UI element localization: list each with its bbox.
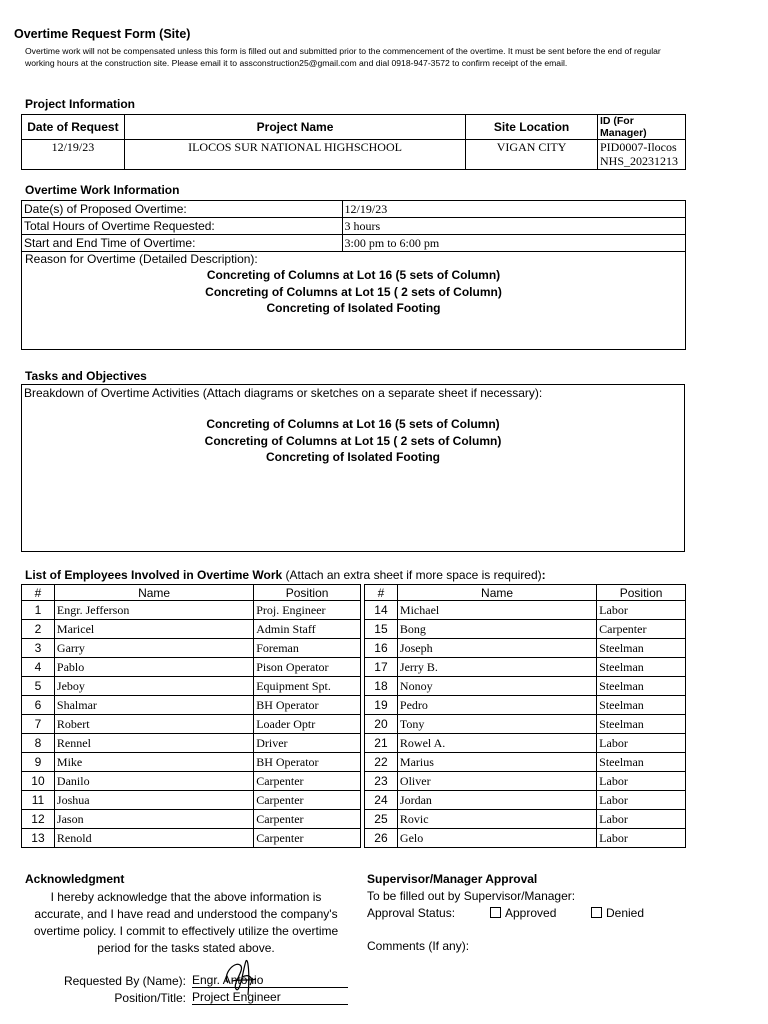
employee-position: Labor (597, 601, 686, 620)
employee-name: Rowel A. (397, 734, 596, 753)
table-row (365, 658, 686, 677)
employee-number: 17 (365, 658, 398, 677)
employee-name: Jerry B. (397, 658, 596, 677)
employee-number: 1 (22, 601, 55, 620)
employee-name: Renold (54, 829, 253, 848)
employee-position: Labor (597, 810, 686, 829)
employee-name: Jason (54, 810, 253, 829)
table-row (22, 696, 361, 715)
acknowledgment-heading: Acknowledgment (25, 872, 125, 886)
tasks-box (21, 384, 685, 552)
employee-position: Steelman (597, 715, 686, 734)
employee-number: 15 (365, 620, 398, 639)
employee-name: Robert (54, 715, 253, 734)
table-row (22, 677, 361, 696)
project-id-value (597, 140, 685, 170)
employee-number: 7 (22, 715, 55, 734)
table-row (365, 734, 686, 753)
date-of-request-value: 12/19/23 (22, 140, 125, 170)
overtime-info-table (21, 200, 686, 252)
table-row (365, 772, 686, 791)
reason-label: Reason for Overtime (Detailed Description): (25, 252, 258, 266)
employee-name: Garry (54, 639, 253, 658)
table-row (22, 734, 361, 753)
table-row (22, 772, 361, 791)
reason-line-3: Concreting of Isolated Footing (266, 301, 441, 315)
employee-number: 24 (365, 791, 398, 810)
employee-number: 5 (22, 677, 55, 696)
employee-position: Steelman (597, 677, 686, 696)
employee-number: 13 (22, 829, 55, 848)
employee-name: Joseph (397, 639, 596, 658)
denied-checkbox[interactable] (591, 907, 602, 918)
employee-name: Joshua (54, 791, 253, 810)
table-row (365, 829, 686, 848)
project-info-table (21, 114, 686, 170)
project-id-line1: PID0007-Ilocos (599, 140, 677, 154)
approval-status-label: Approval Status: (367, 906, 456, 920)
employee-position: BH Operator (254, 696, 361, 715)
employee-number: 23 (365, 772, 398, 791)
employee-number: 19 (365, 696, 398, 715)
employees-heading-note: (Attach an extra sheet if more space is required) (282, 568, 542, 582)
table-row (22, 791, 361, 810)
employee-name: Nonoy (397, 677, 596, 696)
table-row (365, 639, 686, 658)
employee-position: Proj. Engineer (254, 601, 361, 620)
overtime-time-value: 3:00 pm to 6:00 pm (342, 235, 685, 252)
employee-name: Jordan (397, 791, 596, 810)
employee-position: BH Operator (254, 753, 361, 772)
employee-position: Foreman (254, 639, 361, 658)
employee-position: Steelman (597, 753, 686, 772)
header-site-location: Site Location (466, 115, 598, 140)
employee-number: 10 (22, 772, 55, 791)
employee-name: Tony (397, 715, 596, 734)
employee-number: 4 (22, 658, 55, 677)
col-header-name: Name (54, 585, 253, 601)
employees-heading (25, 568, 546, 582)
employee-name: Shalmar (54, 696, 253, 715)
table-row (365, 601, 686, 620)
col-header-name: Name (397, 585, 596, 601)
employee-position: Equipment Spt. (254, 677, 361, 696)
site-location-value: VIGAN CITY (466, 140, 598, 170)
employee-number: 21 (365, 734, 398, 753)
employee-position: Carpenter (254, 791, 361, 810)
position-title-label: Position/Title: (114, 991, 186, 1005)
header-date-of-request: Date of Request (22, 115, 125, 140)
reason-box (21, 251, 686, 350)
employee-number: 20 (365, 715, 398, 734)
employee-number: 3 (22, 639, 55, 658)
table-row (365, 696, 686, 715)
employee-position: Steelman (597, 658, 686, 677)
table-row (365, 620, 686, 639)
col-header-number: # (365, 585, 398, 601)
requested-by-field[interactable]: Engr. Antonio (192, 973, 348, 988)
table-row (22, 810, 361, 829)
employees-table-right (364, 584, 686, 848)
header-id-manager: ID (For Manager) (597, 115, 685, 140)
employee-number: 25 (365, 810, 398, 829)
denied-option[interactable] (591, 906, 644, 920)
employee-name: Pedro (397, 696, 596, 715)
header-project-name: Project Name (124, 115, 465, 140)
reason-line-2: Concreting of Columns at Lot 15 ( 2 sets of Column) (205, 284, 502, 299)
employee-name: Gelo (397, 829, 596, 848)
employee-name: Oliver (397, 772, 596, 791)
project-info-heading: Project Information (25, 97, 136, 111)
employee-position: Driver (254, 734, 361, 753)
employee-position: Labor (597, 791, 686, 810)
approved-checkbox[interactable] (490, 907, 501, 918)
employee-name: Rennel (54, 734, 253, 753)
table-row (22, 639, 361, 658)
employee-number: 14 (365, 601, 398, 620)
approval-subtext: To be filled out by Supervisor/Manager: (367, 889, 576, 903)
table-row (365, 715, 686, 734)
comments-label: Comments (If any): (367, 939, 470, 953)
employee-name: Michael (397, 601, 596, 620)
approved-label: Approved (505, 906, 557, 920)
overtime-date-label: Date(s) of Proposed Overtime: (22, 201, 343, 218)
employee-position: Carpenter (254, 772, 361, 791)
table-row (365, 753, 686, 772)
col-header-position: Position (597, 585, 686, 601)
employee-position: Carpenter (597, 620, 686, 639)
reason-line-1: Concreting of Columns at Lot 16 (5 sets of Column) (206, 268, 501, 282)
project-id-line2: NHS_20231213 (599, 154, 678, 168)
table-row (22, 620, 361, 639)
col-header-number: # (22, 585, 55, 601)
employees-heading-main: List of Employees Involved in Overtime Work (25, 568, 283, 582)
tasks-heading: Tasks and Objectives (25, 369, 147, 383)
table-row (22, 753, 361, 772)
employee-position: Labor (597, 772, 686, 791)
approved-option[interactable] (490, 906, 556, 920)
form-title: Overtime Request Form (Site) (14, 27, 191, 41)
table-row (365, 791, 686, 810)
employee-name: Danilo (54, 772, 253, 791)
employee-number: 6 (22, 696, 55, 715)
requested-by-label: Requested By (Name): (63, 974, 186, 988)
overtime-date-value: 12/19/23 (342, 201, 685, 218)
employee-number: 2 (22, 620, 55, 639)
table-row (22, 601, 361, 620)
employee-name: Jeboy (54, 677, 253, 696)
table-row (365, 677, 686, 696)
employee-name: Bong (397, 620, 596, 639)
employee-number: 18 (365, 677, 398, 696)
employee-number: 16 (365, 639, 398, 658)
employee-position: Steelman (597, 696, 686, 715)
tasks-label: Breakdown of Overtime Activities (Attach diagrams or sketches on a separate sheet if necessary): (24, 386, 543, 400)
employee-position: Carpenter (254, 829, 361, 848)
table-row (22, 658, 361, 677)
employee-position: Labor (597, 734, 686, 753)
employee-number: 8 (22, 734, 55, 753)
position-title-field[interactable]: Project Engineer (192, 990, 348, 1005)
table-row (22, 715, 361, 734)
employee-name: Pablo (54, 658, 253, 677)
employee-number: 12 (22, 810, 55, 829)
employee-position: Pison Operator (254, 658, 361, 677)
overtime-hours-value: 3 hours (342, 218, 685, 235)
employee-position: Carpenter (254, 810, 361, 829)
signature-mark (220, 955, 260, 1005)
approval-heading: Supervisor/Manager Approval (367, 872, 538, 886)
acknowledgment-text: I hereby acknowledge that the above information is accurate, and I have read and understood the company's overtime policy. I commit to effectively utilize the overtime period for the tasks stated above. (33, 890, 339, 955)
task-line-3: Concreting of Isolated Footing (266, 450, 440, 464)
table-row (22, 829, 361, 848)
table-row (365, 810, 686, 829)
employee-position: Loader Optr (254, 715, 361, 734)
employee-name: Engr. Jefferson (54, 601, 253, 620)
task-line-1: Concreting of Columns at Lot 16 (5 sets of Column) (206, 417, 500, 431)
employee-number: 11 (22, 791, 55, 810)
employee-name: Rovic (397, 810, 596, 829)
employee-position: Labor (597, 829, 686, 848)
denied-label: Denied (606, 906, 645, 920)
employees-table-left (21, 584, 361, 848)
employee-name: Marius (397, 753, 596, 772)
form-notice: Overtime work will not be compensated unless this form is filled out and submitted prior to the commencement of the overtime. It must be sent before the end of regular working hours at the construction site. Please email it to assconstruction25@gmail.com and dial 0918-947-3572 to confirm receipt of the email. (25, 46, 661, 68)
employee-position: Steelman (597, 639, 686, 658)
overtime-time-label: Start and End Time of Overtime: (22, 235, 343, 252)
overtime-hours-label: Total Hours of Overtime Requested: (22, 218, 343, 235)
employee-name: Mike (54, 753, 253, 772)
col-header-position: Position (254, 585, 361, 601)
employee-position: Admin Staff (254, 620, 361, 639)
employee-number: 22 (365, 753, 398, 772)
employee-number: 9 (22, 753, 55, 772)
employees-heading-colon: : (541, 568, 546, 582)
employee-name: Maricel (54, 620, 253, 639)
project-name-value: ILOCOS SUR NATIONAL HIGHSCHOOL (124, 140, 465, 170)
employee-number: 26 (365, 829, 398, 848)
task-line-2: Concreting of Columns at Lot 15 ( 2 sets of Column) (204, 433, 502, 448)
overtime-info-heading: Overtime Work Information (25, 183, 180, 197)
